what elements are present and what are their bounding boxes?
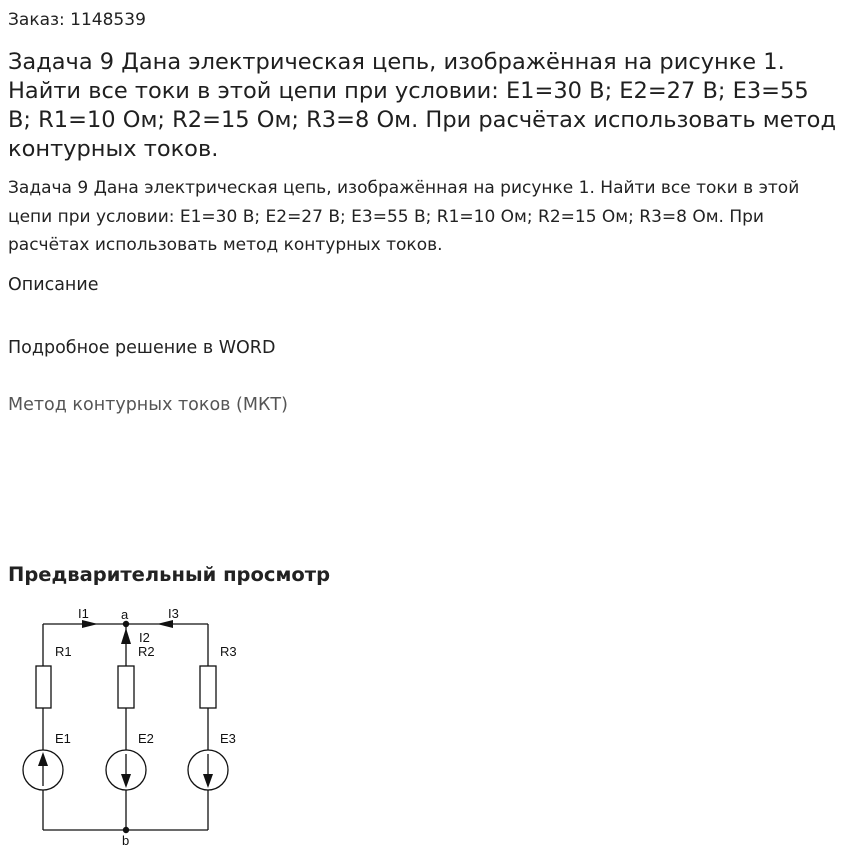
r2-resistor <box>118 666 134 708</box>
method-link[interactable]: Метод контурных токов (МКТ) <box>8 395 288 415</box>
i3-label: I3 <box>168 606 179 621</box>
i3-arrow-icon <box>157 620 173 628</box>
e3-arrowhead-icon <box>203 774 213 788</box>
preview-title: Предварительный просмотр <box>8 563 331 586</box>
i2-arrow-icon <box>121 628 131 644</box>
circuit-diagram <box>0 600 260 864</box>
e3-label: E3 <box>220 731 236 746</box>
task-description: Задача 9 Дана электрическая цепь, изображённая на рисунке 1. Найти все токи в этой цепи при условии: E1=30 В; E2=27 В; E3=55 В; R1=10 Ом; R2=15 Ом; R3=8 Ом. При расчётах использовать метод контурных токов. <box>8 178 800 255</box>
e1-arrowhead-icon <box>38 752 48 766</box>
e1-label: E1 <box>55 731 71 746</box>
description-label: Описание <box>8 275 99 295</box>
r2-label: R2 <box>138 644 155 659</box>
i2-label: I2 <box>139 630 150 645</box>
r3-resistor <box>200 666 216 708</box>
i1-arrow-icon <box>82 620 98 628</box>
e2-arrowhead-icon <box>121 774 131 788</box>
node-a-label: a <box>121 607 129 622</box>
e2-label: E2 <box>138 731 154 746</box>
r3-label: R3 <box>220 644 237 659</box>
order-number: Заказ: 1148539 <box>8 10 146 30</box>
r1-label: R1 <box>55 644 72 659</box>
word-solution-link[interactable]: Подробное решение в WORD <box>8 338 276 358</box>
i1-label: I1 <box>78 606 89 621</box>
node-b-label: b <box>122 833 130 848</box>
task-title: Задача 9 Дана электрическая цепь, изображённая на рисунке 1. Найти все токи в этой цепи при условии: E1=30 В; E2=27 В; E3=55 В; R1=10 Ом; R2=15 Ом; R3=8 Ом. При расчётах использовать метод контурных токов. <box>8 49 836 162</box>
r1-resistor <box>36 666 51 708</box>
